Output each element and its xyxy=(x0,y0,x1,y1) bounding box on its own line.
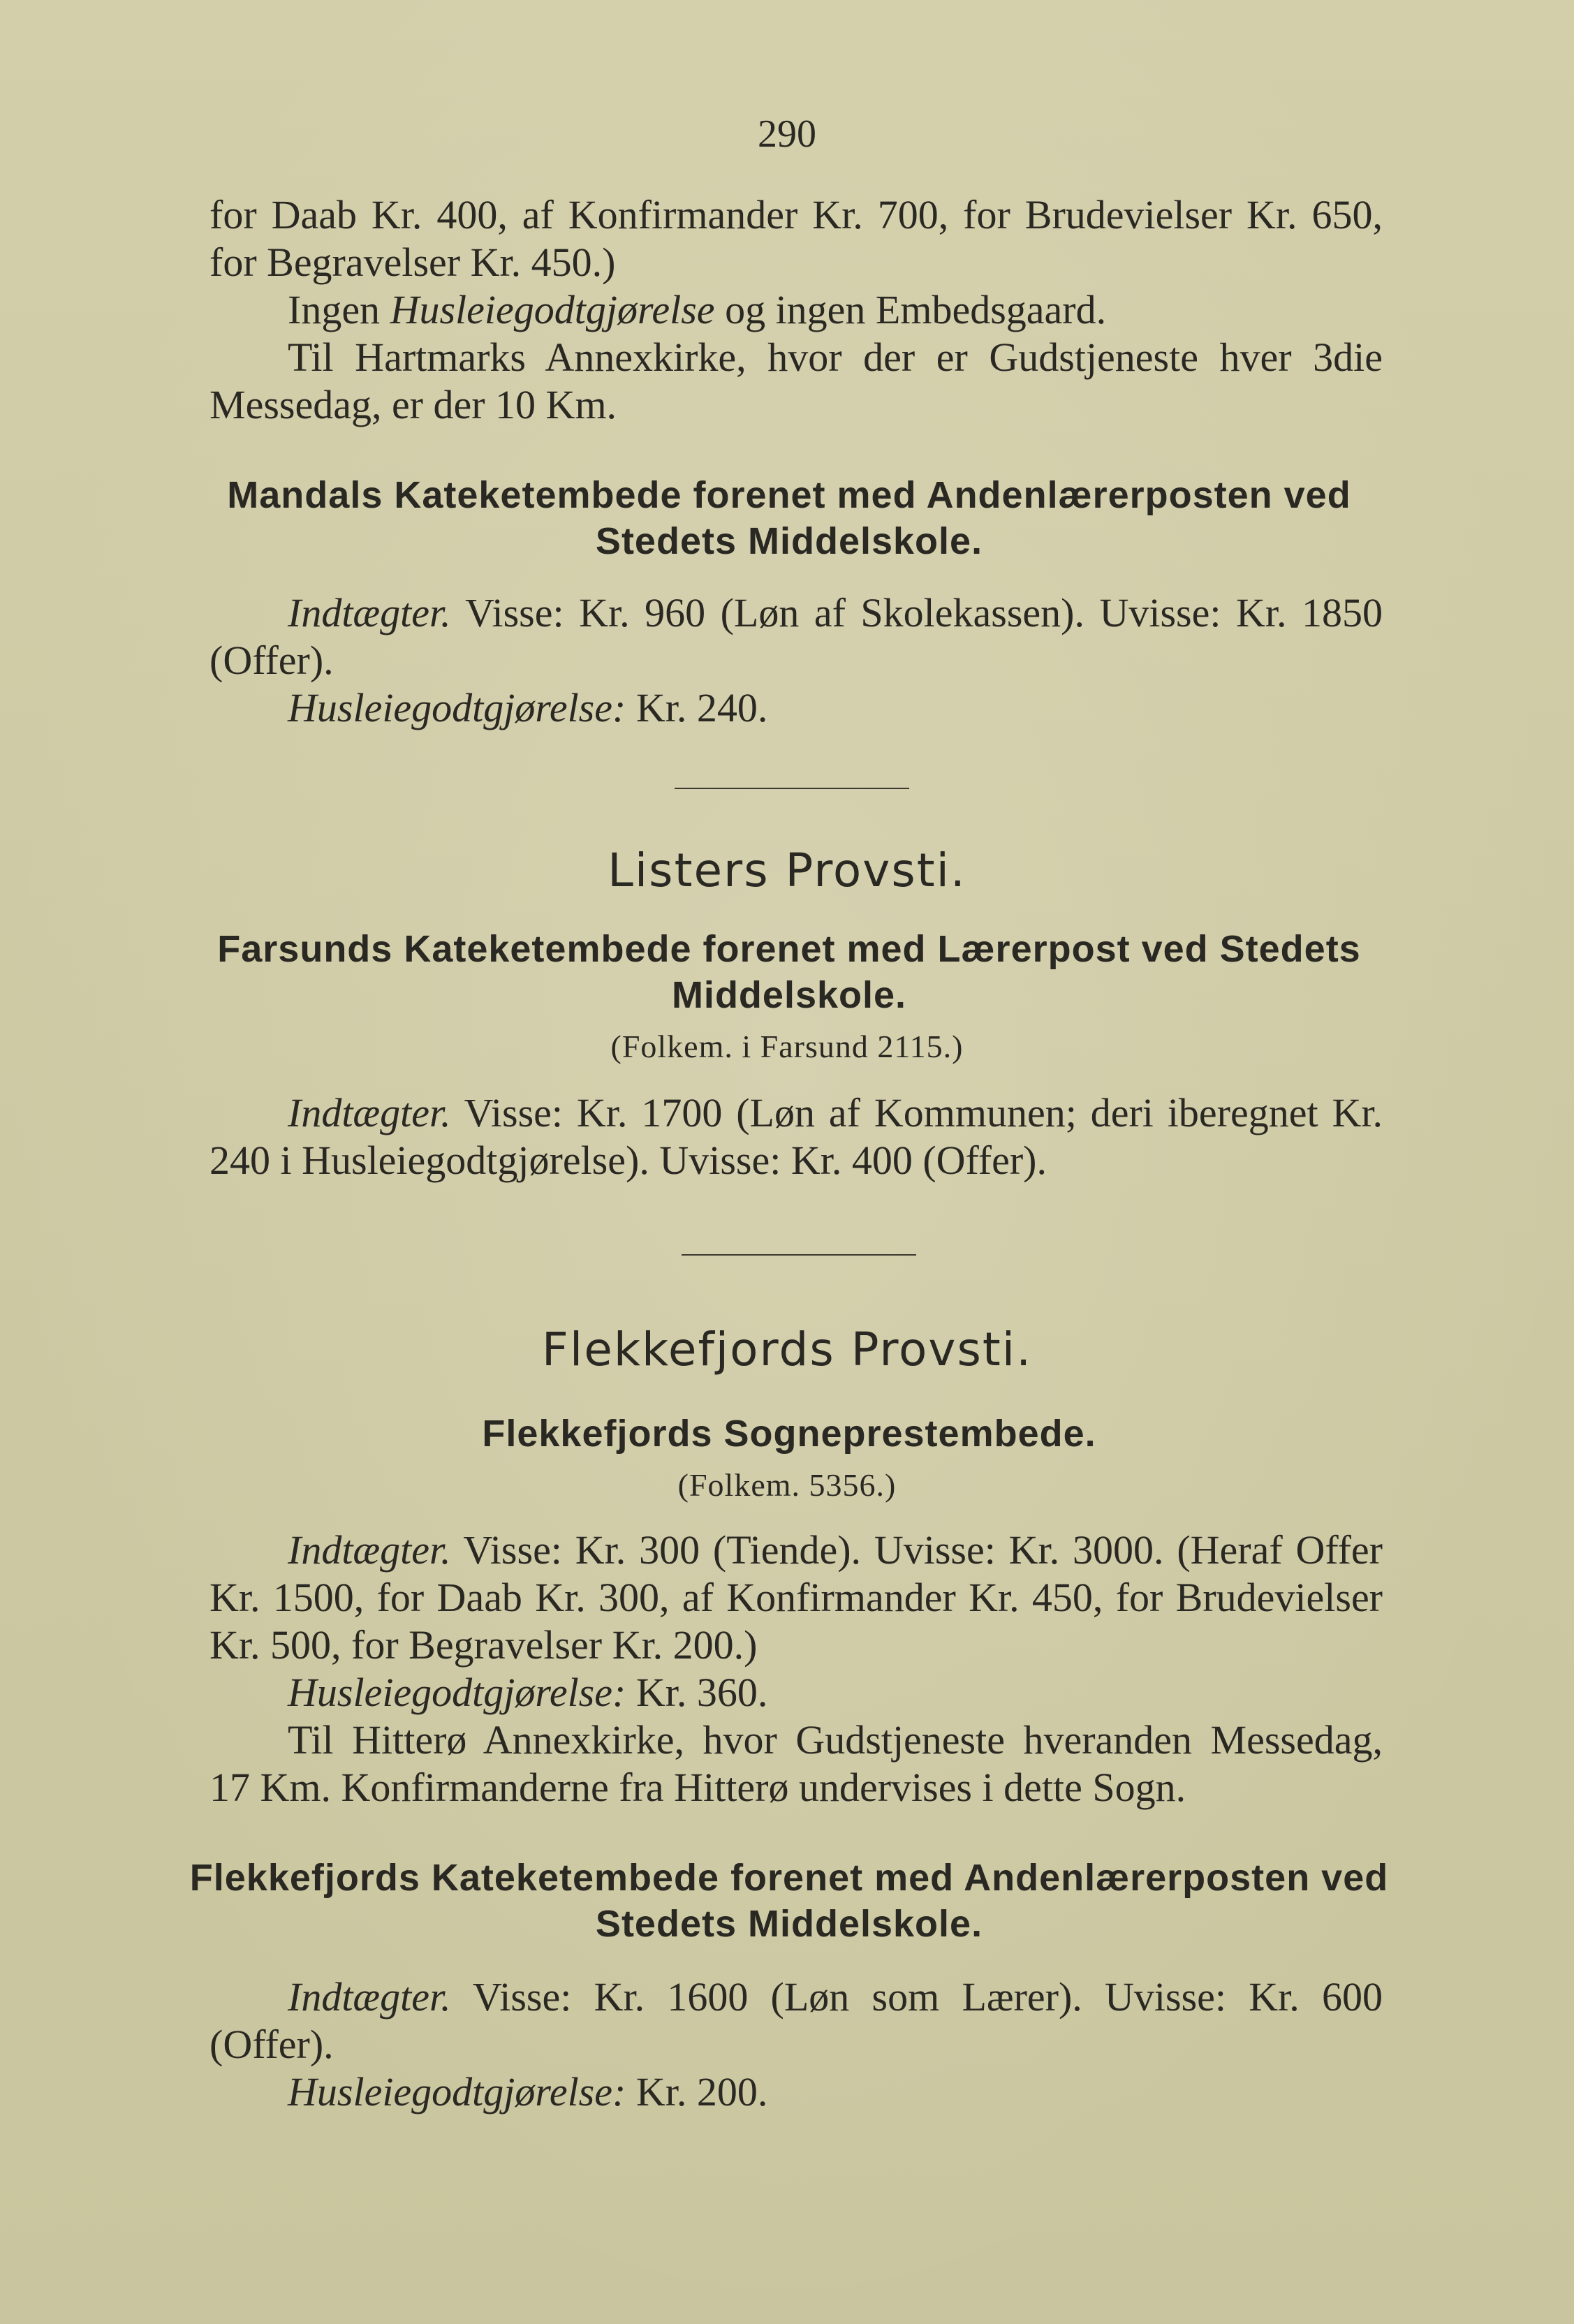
housing-term: Husleiegodtgjørelse xyxy=(390,287,715,332)
income-label: Indtægter. xyxy=(288,590,451,635)
flekkefjord-kateket-heading: Flekkefjords Kateketembede forenet med Andenlærerposten ved Stedets Middelskole. xyxy=(189,1857,1389,1945)
housing-label: Husleiegodtgjørelse: xyxy=(288,685,626,730)
kateket-income: Indtægter. Visse: Kr. 1600 (Løn som Lærer). Uvisse: Kr. 600 (Offer). xyxy=(209,1974,1383,2067)
farsund-income: Indtægter. Visse: Kr. 1700 (Løn af Kommunen; deri iberegnet Kr. 240 i Husleiegodtgjørelse). Uvisse: Kr. 400 (Offer). xyxy=(209,1090,1383,1183)
kateket-block xyxy=(209,1973,1383,2116)
section-divider xyxy=(675,788,909,789)
housing-paragraph: Ingen Husleiegodtgjørelse og ingen Embedsgaard. xyxy=(288,287,1107,332)
sogneprest-block xyxy=(209,1527,1383,1811)
annex-paragraph: Til Hartmarks Annexkirke, hvor der er Gudstjeneste hver 3die Messedag, er der 10 Km. xyxy=(209,334,1383,427)
farsund-population: (Folkem. i Farsund 2115.) xyxy=(610,1029,964,1064)
sogneprest-heading: Flekkefjords Sogneprestembede. xyxy=(482,1413,1096,1455)
housing-label: Husleiegodtgjørelse: xyxy=(288,2069,626,2115)
income-label: Indtægter. xyxy=(288,1527,451,1573)
housing-label: Husleiegodtgjørelse: xyxy=(288,1670,626,1715)
sogneprest-annex: Til Hitterø Annexkirke, hvor Gudstjeneste hveranden Messedag, 17 Km. Konfirmanderne fra Hitterø undervises i dette Sogn. xyxy=(209,1717,1383,1810)
intro-block xyxy=(209,191,1383,429)
mandal-block xyxy=(209,589,1383,732)
flekkefjord-population: (Folkem. 5356.) xyxy=(677,1467,897,1503)
listers-provsti-title: Listers Provsti. xyxy=(608,844,966,897)
fees-paragraph: for Daab Kr. 400, af Konfirmander Kr. 700, for Brudevielser Kr. 650, for Begravelser Kr. 450.) xyxy=(209,192,1383,285)
sogneprest-income: Indtægter. Visse: Kr. 300 (Tiende). Uvisse: Kr. 3000. (Heraf Offer Kr. 1500, for Daab Kr. 300, af Konfirmander Kr. 450, for Brudevielser Kr. 500, for Begravelser Kr. 200.) xyxy=(209,1527,1383,1668)
flekkefjord-provsti-title: Flekkefjords Provsti. xyxy=(541,1323,1033,1376)
income-label: Indtægter. xyxy=(288,1090,451,1135)
sogneprest-housing: Husleiegodtgjørelse: Kr. 360. xyxy=(288,1670,768,1715)
page-number: 290 xyxy=(758,112,816,156)
kateket-housing: Husleiegodtgjørelse: Kr. 200. xyxy=(288,2069,768,2115)
mandal-housing: Husleiegodtgjørelse: Kr. 240. xyxy=(288,685,768,730)
income-label: Indtægter. xyxy=(288,1974,451,2020)
mandal-income: Indtægter. Visse: Kr. 960 (Løn af Skolekassen). Uvisse: Kr. 1850 (Offer). xyxy=(209,590,1383,683)
section-divider xyxy=(682,1254,916,1256)
mandal-heading: Mandals Kateketembede forenet med Andenlærerposten ved Stedets Middelskole. xyxy=(227,474,1351,562)
farsund-block xyxy=(209,1089,1383,1184)
farsund-heading: Farsunds Kateketembede forenet med Lærerpost ved Stedets Middelskole. xyxy=(217,928,1361,1016)
